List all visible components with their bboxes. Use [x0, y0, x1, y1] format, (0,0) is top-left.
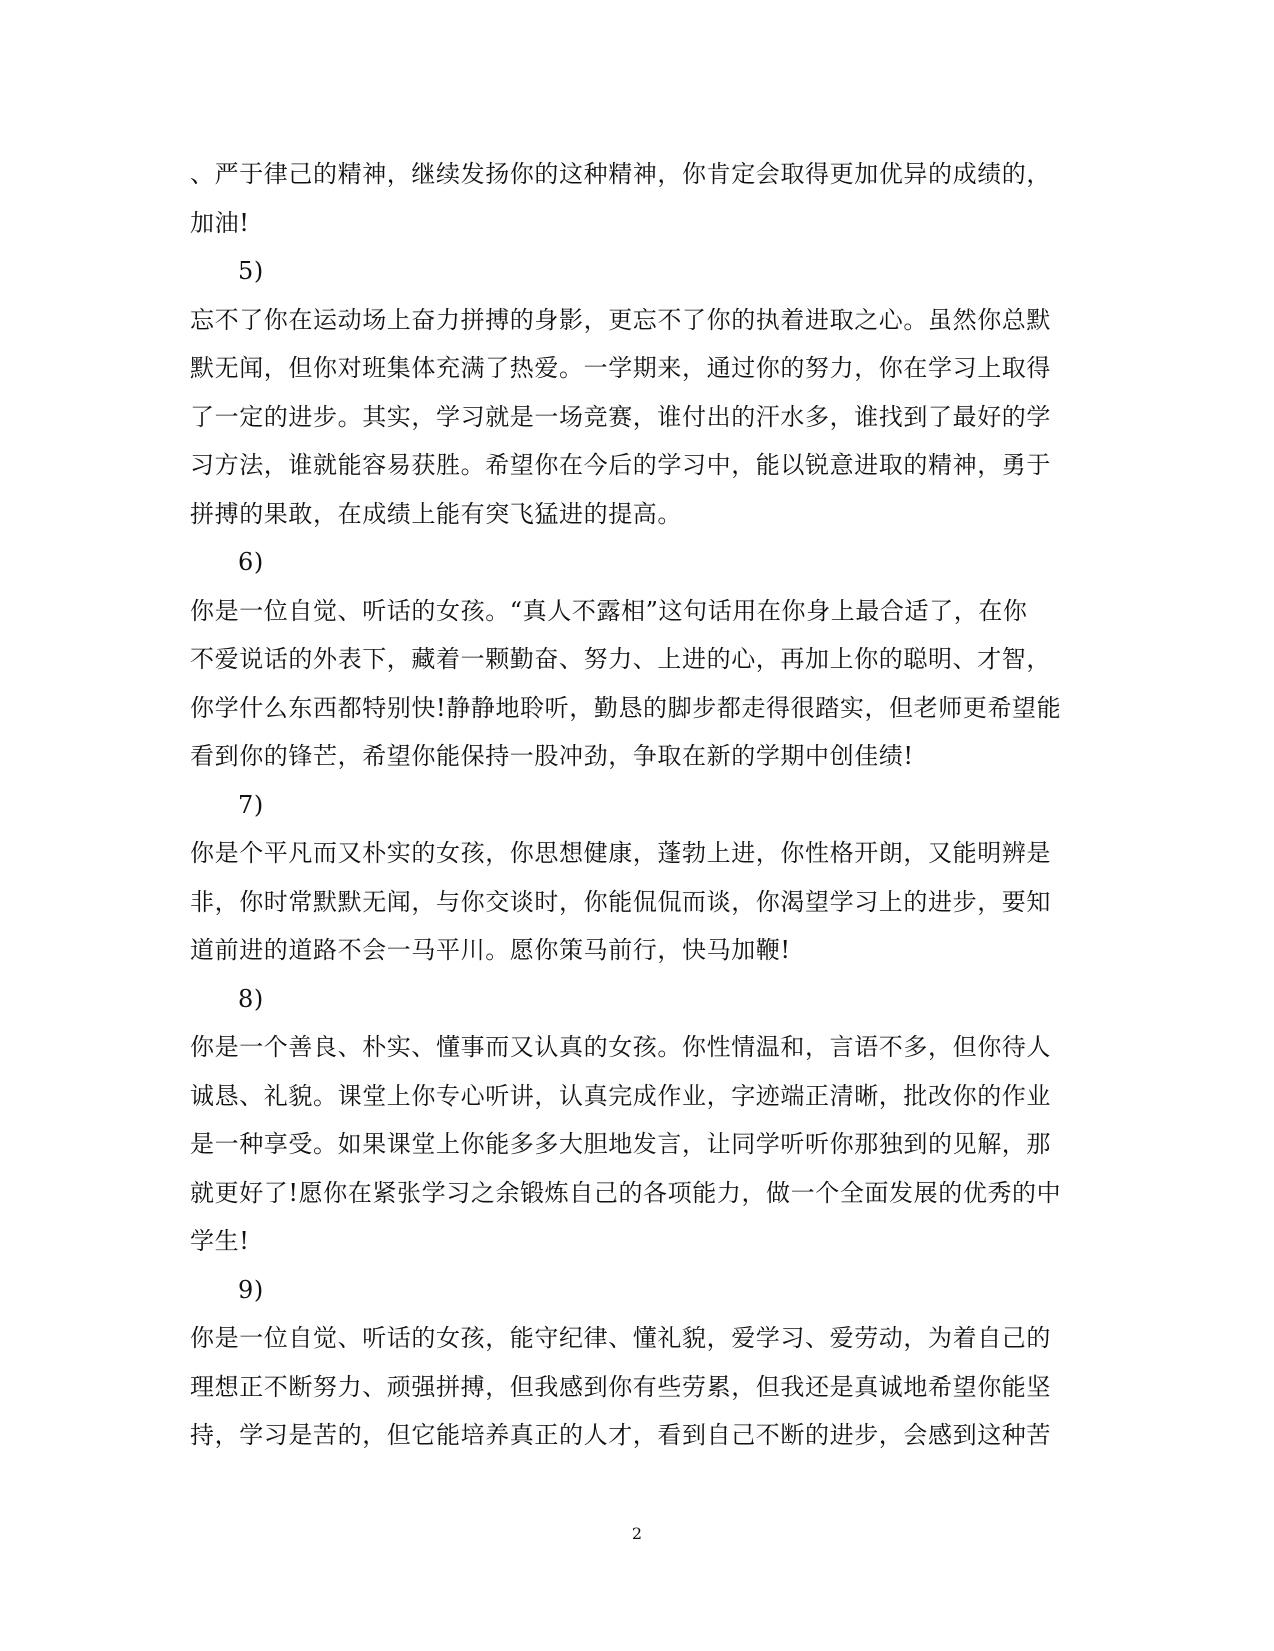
item-number: 7) [238, 790, 264, 819]
text-line: 拼搏的果敢，在成绩上能有突飞猛进的提高。 [190, 499, 682, 528]
text-line: 加油! [190, 208, 250, 237]
text-line: 你是一个善良、朴实、懂事而又认真的女孩。你性情温和，言语不多，但你待人 [190, 1033, 1051, 1061]
text-line: 、严于律己的精神，继续发扬你的这种精神，你肯定会取得更加优异的成绩的， [190, 160, 1051, 188]
text-line: 非，你时常默默无闻，与你交谈时，你能侃侃而谈，你渴望学习上的进步，要知 [190, 887, 1051, 916]
text-line: 了一定的进步。其实，学习就是一场竞赛，谁付出的汗水多，谁找到了最好的学 [190, 402, 1051, 431]
text-line: 学生! [190, 1227, 250, 1255]
text-line: 你是个平凡而又朴实的女孩，你思想健康，蓬勃上进，你性格开朗，又能明辨是 [190, 839, 1051, 867]
text-line: 默无闻，但你对班集体充满了热爱。一学期来，通过你的努力，你在学习上取得 [190, 354, 1051, 382]
body-text [190, 150, 1080, 1460]
item-number: 5) [238, 257, 264, 285]
item-number: 9) [238, 1275, 264, 1304]
text-line: 看到你的锋芒，希望你能保持一股冲劲，争取在新的学期中创佳绩! [190, 742, 914, 770]
text-line: 理想正不断努力、顽强拼搏，但我感到你有些劳累，但我还是真诚地希望你能坚 [190, 1372, 1051, 1401]
text-line: 就更好了!愿你在紧张学习之余锻炼自己的各项能力，做一个全面发展的优秀的中 [190, 1178, 1062, 1207]
text-line: 持，学习是苦的，但它能培养真正的人才，看到自己不断的进步，会感到这种苦 [190, 1421, 1051, 1449]
text-line: 你是一位自觉、听话的女孩，能守纪律、懂礼貌，爱学习、爱劳动，为着自己的 [190, 1324, 1051, 1352]
page-number: 2 [631, 1524, 643, 1543]
text-line: 道前进的道路不会一马平川。愿你策马前行，快马加鞭! [190, 936, 791, 964]
text-line: 诚恳、礼貌。课堂上你专心听讲，认真完成作业，字迹端正清晰，批改你的作业 [190, 1081, 1051, 1110]
text-line: 你学什么东西都特别快!静静地聆听，勤恳的脚步都走得很踏实，但老师更希望能 [190, 693, 1062, 722]
text-line: 忘不了你在运动场上奋力拼搏的身影，更忘不了你的执着进取之心。虽然你总默 [190, 305, 1051, 334]
text-line: 习方法，谁就能容易获胜。希望你在今后的学习中，能以锐意进取的精神，勇于 [190, 451, 1051, 479]
text-line: 是一种享受。如果课堂上你能多多大胆地发言，让同学听听你那独到的见解，那 [190, 1130, 1051, 1158]
text-line: 你是一位自觉、听话的女孩。“真人不露相”这句话用在你身上最合适了，在你 [190, 596, 1028, 625]
item-number: 6) [238, 548, 264, 576]
text-line: 不爱说话的外表下，藏着一颗勤奋、努力、上进的心，再加上你的聪明、才智， [190, 645, 1051, 673]
item-number: 8) [238, 984, 264, 1013]
